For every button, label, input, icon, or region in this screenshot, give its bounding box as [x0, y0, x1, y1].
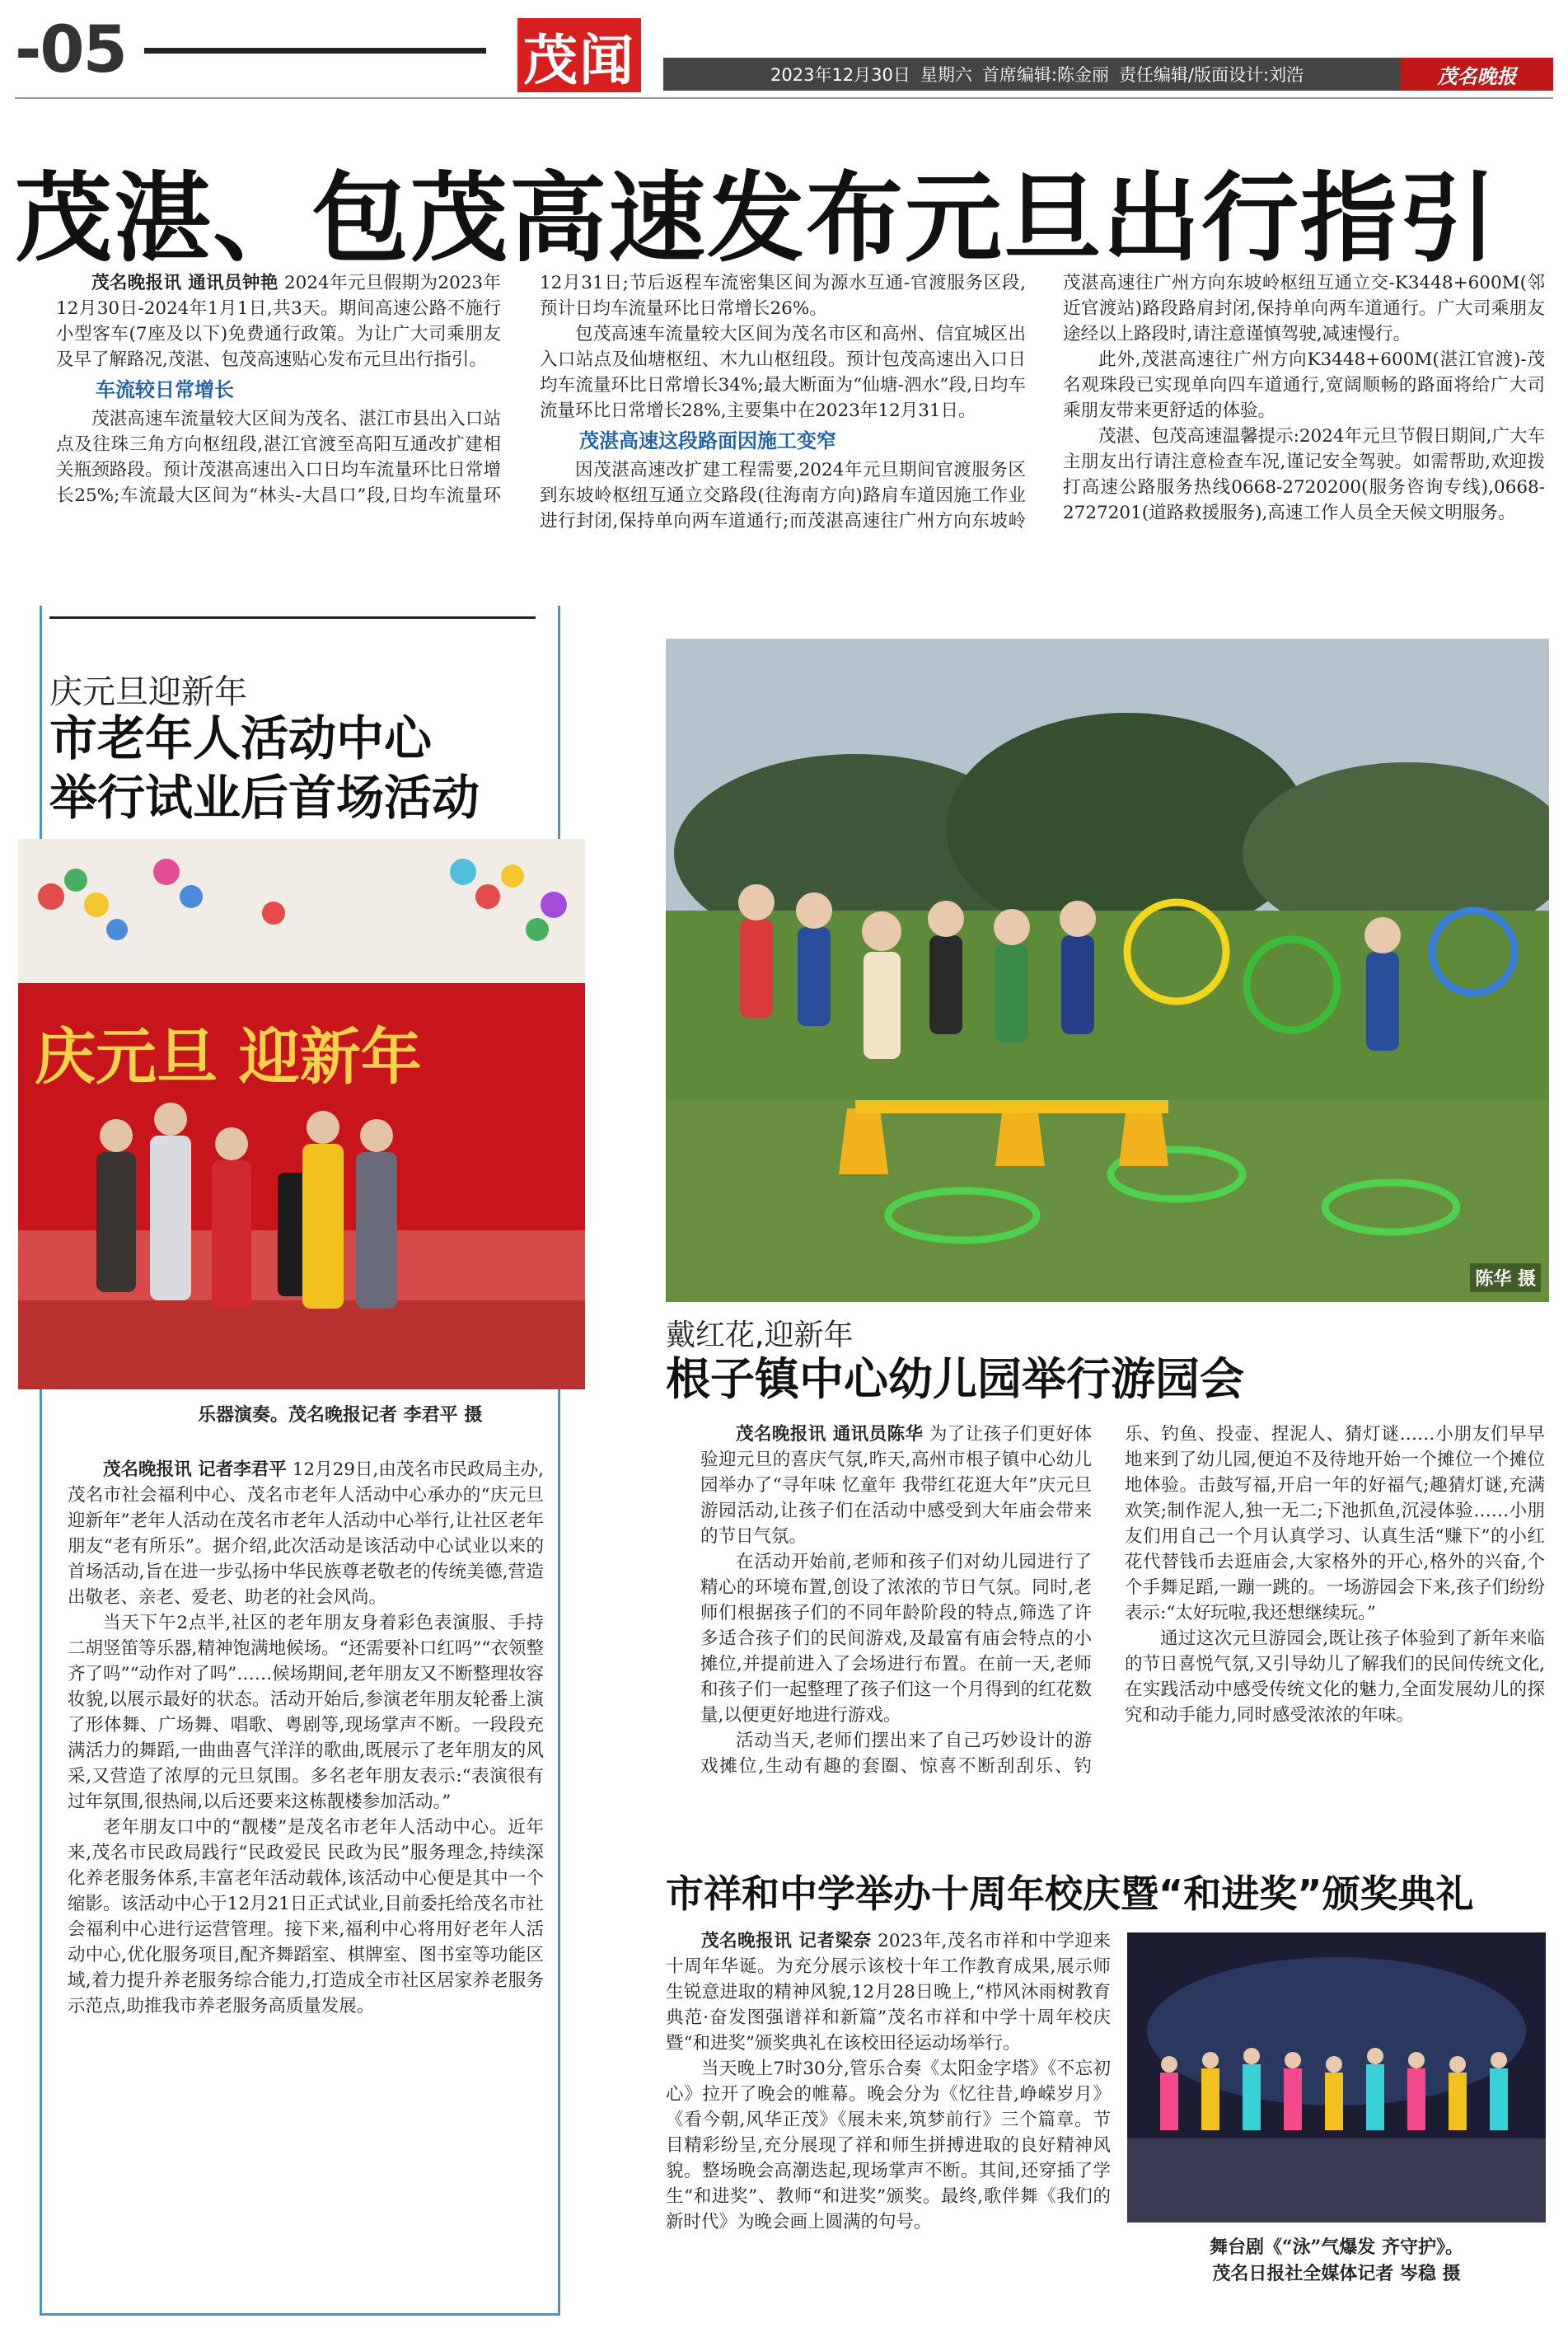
elderly-title-line-1: 市老年人活动中心 [49, 710, 433, 766]
kindergarten-illustration [666, 639, 1549, 1302]
school-byline: 茂名晚报讯 记者梁奈 [701, 1931, 872, 1951]
kindergarten-p4: 通过这次元旦游园会,既让孩子体验到了新年来临的节日喜悦气氛,又引导幼儿了解我们的民间传统文化,在实践活动中感受传统文化的魅力,全面发展幼儿的探究和动手能力,同时感受浓浓的年味。 [1125, 1628, 1545, 1726]
school-p2: 当天晚上7时30分,管乐合奏《太阳金字塔》《不忘初心》拉开了晚会的帷幕。晚会分为《忆往昔,峥嵘岁月》《看今朝,风华正茂》《展未来,筑梦前行》三个篇章。节目精彩纷呈,充分展现了祥和师生拼搏进取的良好精神风貌。整场晚会高潮迭起,现场掌声不断。其间,还穿插了学生“和进奖”、教师“和进奖”颁奖。最终,歌伴舞《我们的新时代》为晚会画上圆满的句号。 [666, 2059, 1111, 2232]
kindergarten-photo [666, 639, 1549, 1302]
lead-subhead-2: 茂湛高速这段路面因施工变窄 [579, 429, 836, 452]
elderly-kicker: 庆元旦迎新年 [49, 673, 247, 711]
school-caption-line-1: 舞台剧《“泳”气爆发 齐守护》。 [1210, 2237, 1463, 2258]
stage-illustration [1127, 1932, 1546, 2223]
lead-p3: 包茂高速车流量较大区间为茂名市区和高州、信宜城区出入口站点及仙塘枢纽、木九山枢纽段。预计包茂高速出入口日均车流量环比日常增长34%;最大断面为“仙塘-泗水”段,日均车流量环比日常增长28%,主要集中在2023年12月31日。 [540, 324, 1026, 421]
elderly-byline: 茂名晚报讯 记者李君平 [103, 1459, 287, 1480]
issue-date: 2023年12月30日 [770, 65, 910, 85]
issue-weekday: 星期六 [920, 65, 972, 85]
lead-p6: 茂湛、包茂高速温馨提示:2024年元旦节假日期间,广大车主朋友出行请注意检查车况,谨记安全驾驶。如需帮助,欢迎拨打高速公路服务热线0668-2720200(服务咨询专线),0668-2727201(道路救援服务),高速工作人员全天候文明服务。 [1063, 426, 1545, 523]
kindergarten-title: 根子镇中心幼儿园举行游园会 [666, 1353, 1244, 1405]
elderly-p3: 老年朋友口中的“靓楼”是茂名市老年人活动中心。近年来,茂名市民政局践行“民政爱民 民政为民”服务理念,持续深化养老服务体系,丰富老年活动载体,该活动中心便是其中一个缩影。该活动中心于12月21日正式试业,目前委托给茂名市社会福利中心进行运营管理。接下来,福利中心将用好老年人活动中心,优化服务项目,配齐舞蹈室、棋牌室、图书室等功能区域,着力提升养老服务综合能力,打造成全市社区居家养老服务示范点,助推我市养老服务高质量发展。 [68, 1817, 544, 2017]
section-label: 茂闻 [517, 18, 641, 92]
school-title: 市祥和中学举办十周年校庆暨“和进奖”颁奖典礼 [666, 1871, 1474, 1916]
editor-credit: 责任编辑/版面设计:刘浩 [1118, 65, 1304, 85]
kindergarten-p3: 活动当天,老师们摆出来了自己巧妙设计的游戏摊位,生动有趣的套圈、惊喜不断刮刮乐、钓 [700, 1731, 1092, 1777]
school-caption-line-2: 茂名日报社全媒体记者 岑稳 摄 [1212, 2263, 1461, 2284]
lead-column-1 [56, 270, 501, 508]
kindergarten-column-1 [700, 1422, 1092, 1779]
header-divider [15, 97, 1553, 99]
chief-editor: 首席编辑:陈金丽 [981, 65, 1109, 85]
elderly-performance-illustration [18, 839, 585, 1389]
kindergarten-p1: 为了让孩子们更好体验迎元旦的喜庆气氛,昨天,高州市根子镇中心幼儿园举办了“寻年味 忆童年 我带红花逛大年”庆元旦游园活动,让孩子们在活动中感受到大年庙会带来的节日气氛。 [700, 1424, 1092, 1547]
lead-p2: 茂湛高速车流量较大区间为茂名、湛江市县出入口站点及往珠三角方向枢纽段,湛江官渡至高阳互通改扩建相关瓶颈路段。预计茂湛高速出入口日均车流量环比日常增长25%;车流最大区间为“林头-大昌口”段,日均车流量环 [56, 409, 501, 506]
school-story-body [666, 1928, 1111, 2235]
lead-p4: 因茂湛高速改扩建工程需要,2024年元旦期间官渡服务区到东坡岭枢纽互通立交路段(往海南方向)路肩车道因施工作业进行封闭,保持单向两车道通行;而茂湛高速往广州方向东坡岭 [540, 460, 1026, 532]
lead-p5: 此外,茂湛高速往广州方向K3448+600M(湛江官渡)-茂名观珠段已实现单向四车道通行,宽阔顺畅的路面将给广大司乘朋友带来更舒适的体验。 [1063, 349, 1545, 421]
elderly-p2: 当天下午2点半,社区的老年朋友身着彩色表演服、手持二胡竖笛等乐器,精神饱满地候场。“还需要补口红吗”“衣领整齐了吗”“动作对了吗”……候场期间,老年朋友又不断整理妆容妆貌,以展示最好的状态。活动开始后,参演老年朋友轮番上演了形体舞、广场舞、唱歌、粤剧等,现场掌声不断。一段段充满活力的舞蹈,一曲曲喜气洋洋的歌曲,既展示了老年朋友的风采,又营造了浓厚的元旦氛围。多名老年朋友表示:“表演很有过年氛围,很热闹,以后还要来这栋靓楼参加活动。” [68, 1613, 544, 1812]
banner-text: 庆元旦 迎新年 [35, 1022, 422, 1093]
school-p1: 2023年,茂名市祥和中学迎来十周年华诞。为充分展示该校十年工作教育成果,展示师生锐意进取的精神风貌,12月28日晚上,“栉风沐雨树教育典范·奋发图强谱祥和新篇”茂名市祥和中学十周年校庆暨“和进奖”颁奖典礼在该校田径运动场举行。 [666, 1931, 1111, 2054]
kindergarten-column-2: 乐、钓鱼、投壶、捏泥人、猜灯谜……小朋友们早早地来到了幼儿园,便迫不及待地开始一个摊位一个摊位地体验。击鼓写福,开启一年的好福气;趣猜灯谜,充满欢笑;制作泥人,独一无二;下池抓鱼,沉浸体验……小朋友们用自己一个月认真学习、认真生活“赚下”的小红花代替钱币去逛庙会,大家格外的开心,格外的兴奋,个个手舞足蹈,一蹦一跳的。一场游园会下来,孩子们纷纷表示:“太好玩啦,我还想继续玩。” 通过这次元旦游园会,既让孩子体验到了新年来临的节日喜悦气氛,又引导幼儿了解我们的民间传统文化,在实践活动中感受传统文化的魅力,全面发展幼儿的探究和动手能力,同时感受浓浓的年味。 [1125, 1422, 1545, 1728]
elderly-title-line-2: 举行试业后首场活动 [49, 770, 480, 826]
elderly-p1: 12月29日,由茂名市民政局主办,茂名市社会福利中心、茂名市老年人活动中心承办的“庆元旦迎新年”老年人活动在茂名市老年人活动中心举行,让社区老年朋友“老有所乐”。据介绍,此次活动是该活动中心试业以来的首场活动,旨在进一步弘扬中华民族尊老敬老的传统美德,营造出敬老、亲老、爱老、助老的社会风尚。 [68, 1459, 544, 1608]
school-stage-photo [1127, 1932, 1546, 2223]
elderly-performance-photo [18, 839, 585, 1389]
kindergarten-byline: 茂名晚报讯 通讯员陈华 [736, 1424, 924, 1445]
lead-subhead-1: 车流较日常增长 [96, 378, 234, 401]
lead-headline: 茂湛、包茂高速发布元旦出行指引 [15, 162, 1499, 275]
elderly-photo-caption: 乐器演奏。茂名晚报记者 李君平 摄 [198, 1404, 483, 1426]
header-rule [144, 48, 486, 54]
lead-byline: 茂名晚报讯 通讯员钟艳 [91, 273, 278, 293]
kindergarten-photo-credit: 陈华 摄 [1470, 1263, 1541, 1292]
kindergarten-kicker: 戴红花,迎新年 [666, 1319, 854, 1352]
masthead-logo: 茂名晚报 [1401, 58, 1553, 91]
kindergarten-p2: 在活动开始前,老师和孩子们对幼儿园进行了精心的环境布置,创设了浓浓的节日气氛。同时,老师们根据孩子们的不同年龄阶段的特点,筛选了许多适合孩子们的民间游戏,及最富有庙会特点的小摊位,并提前进入了会场进行布置。在前一天,老师和孩子们一起整理了孩子们这一个月得到的红花数量,以便更好地进行游戏。 [700, 1552, 1092, 1726]
lead-p1: 2024年元旦假期为2023年12月30日-2024年1月1日,共3天。期间高速公路不施行小型客车(7座及以下)免费通行政策。为让广大司乘朋友及早了解路况,茂湛、包茂高速贴心发布元旦出行指引。 [56, 273, 501, 370]
elderly-story-body [68, 1457, 544, 2019]
page-number: -05 [15, 13, 126, 87]
lead-column-2: 12月31日;节后返程车流密集区间为源水互通-官渡服务区段,预计日均车流量环比日常增长26%。 包茂高速车流量较大区间为茂名市区和高州、信宜城区出入口站点及仙塘枢纽、木九山枢纽段。预计包茂高速出入口日均车流量环比日常增长34%;最大断面为“仙塘-泗水”段,日均车流量环比日常增长28%,主要集中在2023年12月31日。 茂湛高速这段路面因施工变窄 因茂湛高速改扩建工程需要,2024年元旦期间官渡服务区到东坡岭枢纽互通立交路段(往海南方向)路肩车道因施工作业进行封闭,保持单向两车道通行;而茂湛高速往广州方向东坡岭 [540, 270, 1026, 534]
lead-column-3: 茂湛高速往广州方向东坡岭枢纽互通立交-K3448+600M(邻近官渡站)路段路肩封闭,保持单向两车道通行。广大司乘朋友途经以上路段时,请注意谨慎驾驶,减速慢行。 此外,茂湛高速往广州方向K3448+600M(湛江官渡)-茂名观珠段已实现单向四车道通行,宽阔顺畅的路面将给广大司乘朋友带来更舒适的体验。 茂湛、包茂高速温馨提示:2024年元旦节假日期间,广大车主朋友出行请注意检查车况,谨记安全驾驶。如需帮助,欢迎拨打高速公路服务热线0668-2720200(服务咨询专线),0668-2727201(道路救援服务),高速工作人员全天候文明服务。 [1063, 270, 1545, 526]
elderly-story-top-rule [49, 616, 536, 619]
